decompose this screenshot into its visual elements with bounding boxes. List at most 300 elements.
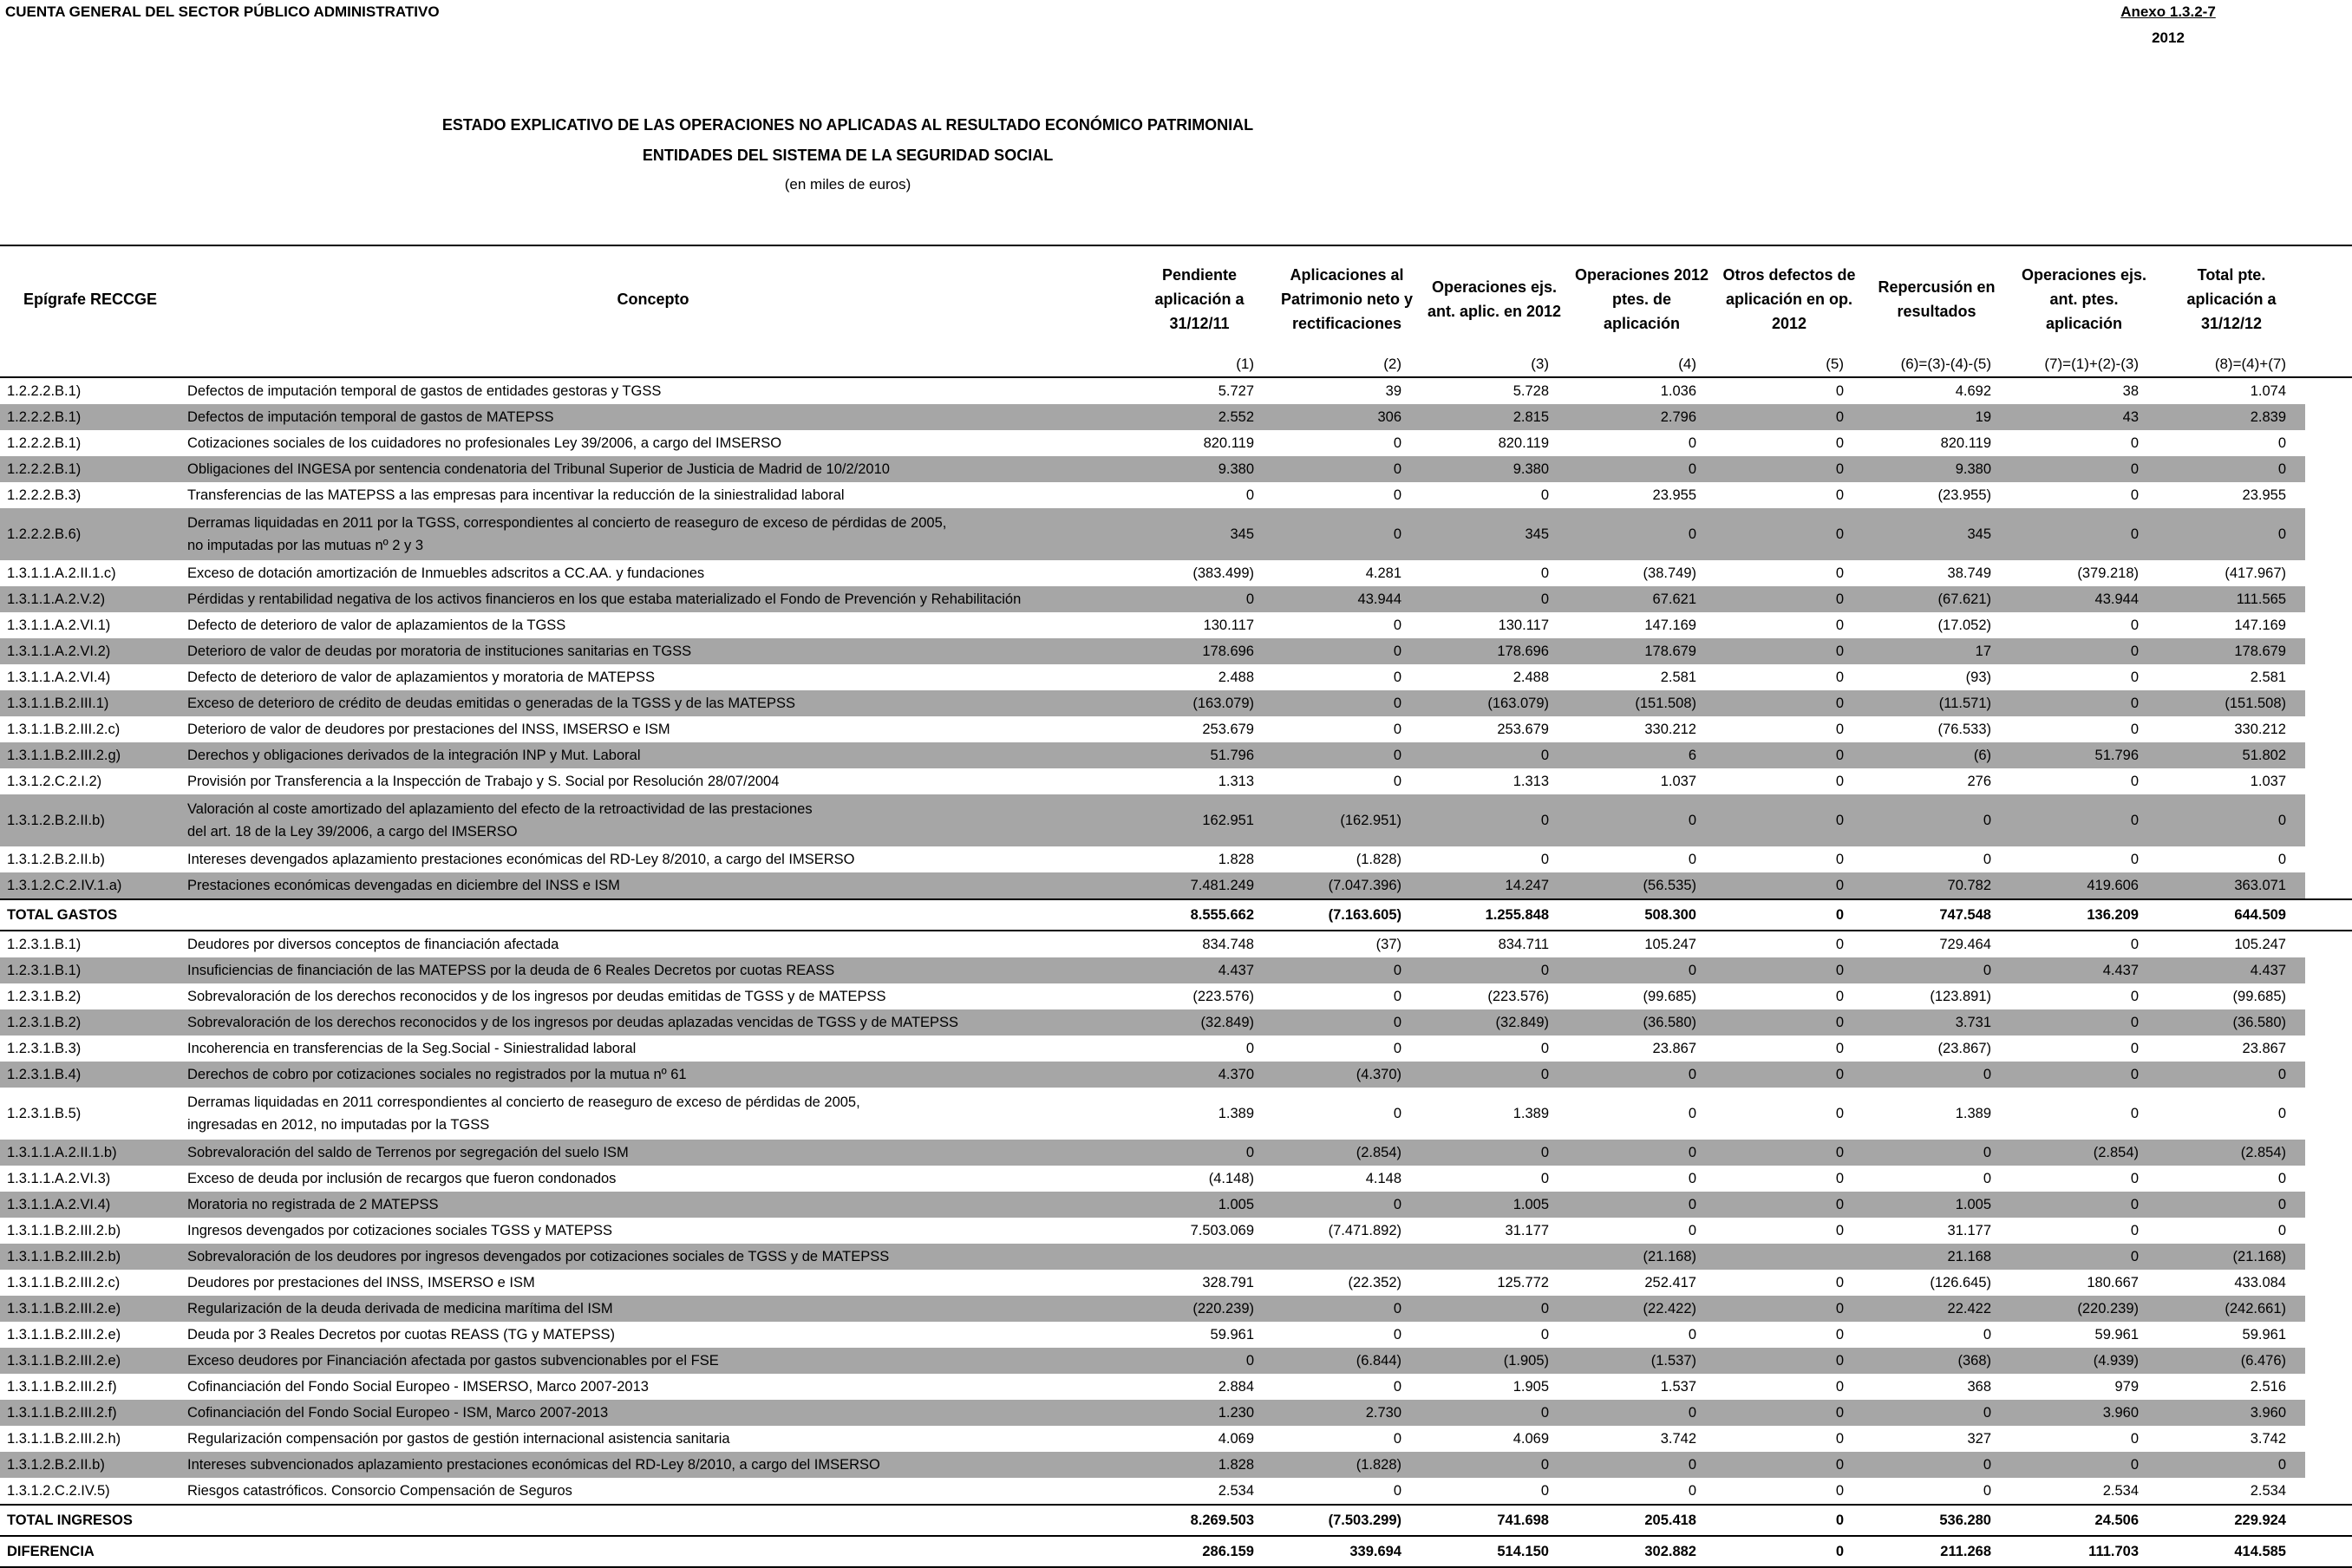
value-cell-4: 178.679 bbox=[1568, 638, 1715, 664]
value-cell-6: 70.782 bbox=[1863, 872, 2010, 899]
value-cell-3: 253.679 bbox=[1497, 721, 1549, 737]
concept-cell bbox=[180, 1374, 1126, 1400]
value-cell-8: (2.854) bbox=[2158, 1140, 2305, 1166]
epigrafe-cell: 1.3.1.1.B.2.III.2.h) bbox=[7, 1430, 121, 1447]
value-cell-2: 0 bbox=[1393, 669, 1401, 685]
col-number-3: (3) bbox=[1421, 352, 1568, 377]
concept-text-line2: no imputadas por las mutuas nº 2 y 3 bbox=[187, 538, 424, 553]
value-cell-6: 31.177 bbox=[1947, 1222, 1991, 1238]
concept-text: Deterioro de valor de deudas por moratoria de instituciones sanitarias en TGSS bbox=[187, 644, 692, 659]
value-cell-3: 31.177 bbox=[1505, 1222, 1549, 1238]
value-cell-5: 0 bbox=[1835, 1326, 1844, 1343]
col-number-1: (1) bbox=[1126, 352, 1273, 377]
value-cell-3: (32.849) bbox=[1421, 1009, 1568, 1036]
col-header-5: Otros defectos de aplicación en op. 2012 bbox=[1715, 245, 1863, 352]
concept-text: Riesgos catastróficos. Consorcio Compensación de Seguros bbox=[187, 1483, 572, 1499]
value-cell-4: 2.796 bbox=[1568, 404, 1715, 430]
concept-cell bbox=[180, 1244, 1126, 1270]
value-cell-6: 0 bbox=[1983, 1170, 1991, 1186]
value-cell-7: 0 bbox=[2010, 456, 2158, 482]
value-cell-1: 1.005 bbox=[1126, 1192, 1273, 1218]
concept-cell bbox=[180, 1088, 1126, 1140]
value-cell-6: 0 bbox=[1983, 1326, 1991, 1343]
col-number-8: (8)=(4)+(7) bbox=[2158, 352, 2305, 377]
value-cell-1: 51.796 bbox=[1126, 742, 1273, 768]
table-row bbox=[0, 1036, 2352, 1062]
concept-text: Derramas liquidadas en 2011 correspondientes al concierto de reaseguro de exceso de pérdidas de 2005, bbox=[187, 1094, 860, 1110]
value-cell-4: 105.247 bbox=[1644, 936, 1696, 952]
epigrafe-cell: 1.3.1.2.B.2.II.b) bbox=[0, 794, 180, 846]
value-cell-3: 0 bbox=[1421, 586, 1568, 612]
concept-text: Obligaciones del INGESA por sentencia condenatoria del Tribunal Superior de Justicia de Madrid de 10/2/2010 bbox=[187, 461, 890, 477]
col-header-4: Operaciones 2012 ptes. de aplicación bbox=[1568, 245, 1715, 352]
value-cell-3: 125.772 bbox=[1497, 1274, 1549, 1290]
value-cell-2: 0 bbox=[1273, 1296, 1421, 1322]
value-cell-8: 0 bbox=[2277, 851, 2286, 867]
concept-text: Cofinanciación del Fondo Social Europeo - IMSERSO, Marco 2007-2013 bbox=[187, 1379, 649, 1395]
value-cell-2: (22.352) bbox=[1348, 1274, 1401, 1290]
epigrafe-cell: 1.3.1.1.A.2.V.2) bbox=[0, 586, 180, 612]
value-cell-4: 3.742 bbox=[1660, 1430, 1696, 1447]
value-cell-5: 0 bbox=[1715, 456, 1863, 482]
value-cell-2: 0 bbox=[1393, 1482, 1401, 1499]
value-cell-5 bbox=[1715, 1244, 1863, 1270]
value-cell-2: 0 bbox=[1393, 1105, 1401, 1121]
value-cell-7: 43 bbox=[2010, 404, 2158, 430]
value-cell-2: 0 bbox=[1393, 1430, 1401, 1447]
col-number-2: (2) bbox=[1273, 352, 1421, 377]
epigrafe-cell: 1.2.3.1.B.5) bbox=[7, 1105, 82, 1121]
epigrafe-cell: 1.3.1.1.B.2.III.2.g) bbox=[0, 742, 180, 768]
value-cell-8: (6.476) bbox=[2158, 1348, 2305, 1374]
diferencia-row-label: DIFERENCIA bbox=[0, 1536, 180, 1567]
concept-text: Deuda por 3 Reales Decretos por cuotas REASS (TG y MATEPSS) bbox=[187, 1327, 616, 1343]
table-row bbox=[0, 1322, 2352, 1348]
value-cell-2: 0 bbox=[1273, 742, 1421, 768]
total-ingresos-row-value-5: 0 bbox=[1715, 1505, 1863, 1536]
value-cell-7: 0 bbox=[2130, 487, 2139, 503]
value-cell-8: 105.247 bbox=[2234, 936, 2286, 952]
value-cell-2: 0 bbox=[1393, 988, 1401, 1004]
value-cell-3: 5.728 bbox=[1512, 382, 1549, 399]
concept-cell bbox=[180, 560, 1126, 586]
value-cell-7: 0 bbox=[2010, 1244, 2158, 1270]
diferencia-row-value-5: 0 bbox=[1715, 1536, 1863, 1567]
table-row bbox=[0, 612, 2352, 638]
value-cell-6: 9.380 bbox=[1863, 456, 2010, 482]
table-row bbox=[0, 1009, 2352, 1036]
value-cell-8: 59.961 bbox=[2242, 1326, 2286, 1343]
value-cell-6: 22.422 bbox=[1863, 1296, 2010, 1322]
value-cell-7: 419.606 bbox=[2010, 872, 2158, 899]
value-cell-5: 0 bbox=[1715, 586, 1863, 612]
epigrafe-cell: 1.2.2.2.B.1) bbox=[0, 456, 180, 482]
concept-cell bbox=[180, 482, 1126, 508]
value-cell-3: 4.069 bbox=[1512, 1430, 1549, 1447]
value-cell-1: 253.679 bbox=[1202, 721, 1254, 737]
value-cell-8: (417.967) bbox=[2225, 565, 2286, 581]
total-gastos-row-value-1: 8.555.662 bbox=[1126, 899, 1273, 931]
value-cell-1: 130.117 bbox=[1203, 617, 1254, 633]
value-cell-5: 0 bbox=[1715, 957, 1863, 983]
concept-text: Defecto de deterioro de valor de aplazamientos de la TGSS bbox=[187, 617, 566, 633]
value-cell-4: 0 bbox=[1688, 1170, 1696, 1186]
total-gastos-row-value-6: 747.548 bbox=[1863, 899, 2010, 931]
value-cell-3: 834.711 bbox=[1498, 936, 1549, 952]
value-cell-8: 147.169 bbox=[2234, 617, 2286, 633]
value-cell-2: 306 bbox=[1273, 404, 1421, 430]
value-cell-1: (220.239) bbox=[1126, 1296, 1273, 1322]
value-cell-3: 1.905 bbox=[1512, 1378, 1549, 1395]
value-cell-3: (163.079) bbox=[1421, 690, 1568, 716]
value-cell-5: 0 bbox=[1835, 1378, 1844, 1395]
operations-table bbox=[0, 245, 2352, 1568]
value-cell-3: 1.005 bbox=[1421, 1192, 1568, 1218]
value-cell-3: 0 bbox=[1421, 1296, 1568, 1322]
value-cell-7: 0 bbox=[2010, 794, 2158, 846]
value-cell-2: 0 bbox=[1273, 1009, 1421, 1036]
concept-text: Intereses subvencionados aplazamiento prestaciones económicas del RD-Ley 8/2010, a cargo del IMSERSO bbox=[187, 1457, 880, 1473]
value-cell-7: (2.854) bbox=[2010, 1140, 2158, 1166]
value-cell-5: 0 bbox=[1715, 742, 1863, 768]
concept-cell bbox=[180, 716, 1126, 742]
value-cell-5: 0 bbox=[1835, 669, 1844, 685]
value-cell-2: 0 bbox=[1393, 1040, 1401, 1056]
value-cell-7: 0 bbox=[2130, 1430, 2139, 1447]
value-cell-3: 0 bbox=[1540, 1040, 1549, 1056]
concept-text: Exceso deudores por Financiación afectada por gastos subvencionables por el FSE bbox=[187, 1353, 719, 1369]
value-cell-4: 0 bbox=[1688, 1222, 1696, 1238]
value-cell-3: 0 bbox=[1540, 565, 1549, 581]
concept-text: Regularización de la deuda derivada de medicina marítima del ISM bbox=[187, 1301, 613, 1316]
concept-text: Valoración al coste amortizado del aplazamiento del efecto de la retroactividad de las prestaciones bbox=[187, 801, 813, 817]
diferencia-row bbox=[0, 1536, 2352, 1567]
value-cell-3: 0 bbox=[1540, 851, 1549, 867]
value-cell-6: 4.692 bbox=[1955, 382, 1991, 399]
concept-cell bbox=[180, 931, 1126, 957]
value-cell-7: 0 bbox=[2130, 936, 2139, 952]
value-cell-1: 5.727 bbox=[1218, 382, 1254, 399]
table-row bbox=[0, 690, 2352, 716]
value-cell-5: 0 bbox=[1715, 404, 1863, 430]
report-year: 2012 bbox=[2152, 29, 2185, 46]
value-cell-1: 0 bbox=[1126, 1348, 1273, 1374]
table-row bbox=[0, 1400, 2352, 1426]
col-number-7: (7)=(1)+(2)-(3) bbox=[2010, 352, 2158, 377]
value-cell-5: 0 bbox=[1835, 617, 1844, 633]
value-cell-1: (163.079) bbox=[1126, 690, 1273, 716]
value-cell-4: 6 bbox=[1568, 742, 1715, 768]
epigrafe-cell: 1.2.3.1.B.2) bbox=[7, 988, 82, 1004]
value-cell-1: 162.951 bbox=[1126, 794, 1273, 846]
table-row bbox=[0, 1478, 2352, 1505]
value-cell-5: 0 bbox=[1835, 487, 1844, 503]
epigrafe-cell: 1.3.1.1.B.2.III.2.e) bbox=[7, 1326, 121, 1343]
value-cell-8: 2.534 bbox=[2250, 1482, 2286, 1499]
value-cell-6: (17.052) bbox=[1937, 617, 1991, 633]
total-gastos-row-label: TOTAL GASTOS bbox=[0, 899, 180, 931]
value-cell-6: (6) bbox=[1863, 742, 2010, 768]
value-cell-8: 0 bbox=[2158, 1452, 2305, 1478]
value-cell-1: 1.230 bbox=[1126, 1400, 1273, 1426]
concept-cell bbox=[180, 1322, 1126, 1348]
value-cell-7: 0 bbox=[2130, 1105, 2139, 1121]
total-gastos-row-value-5: 0 bbox=[1715, 899, 1863, 931]
table-row bbox=[0, 1166, 2352, 1192]
value-cell-5: 0 bbox=[1715, 1140, 1863, 1166]
value-cell-5: 0 bbox=[1835, 565, 1844, 581]
value-cell-6: 0 bbox=[1983, 1482, 1991, 1499]
value-cell-1: 0 bbox=[1245, 1040, 1254, 1056]
table-row bbox=[0, 377, 2352, 404]
value-cell-4: 147.169 bbox=[1644, 617, 1696, 633]
value-cell-2: 2.730 bbox=[1273, 1400, 1421, 1426]
epigrafe-cell: 1.2.2.2.B.6) bbox=[0, 508, 180, 560]
value-cell-6: (123.891) bbox=[1930, 988, 1991, 1004]
epigrafe-cell: 1.3.1.1.B.2.III.1) bbox=[0, 690, 180, 716]
value-cell-7: 51.796 bbox=[2010, 742, 2158, 768]
value-cell-3: (1.905) bbox=[1421, 1348, 1568, 1374]
table-row bbox=[0, 1244, 2352, 1270]
epigrafe-cell: 1.3.1.2.C.2.IV.5) bbox=[7, 1482, 110, 1499]
table-row bbox=[0, 742, 2352, 768]
epigrafe-cell: 1.3.1.1.B.2.III.2.f) bbox=[0, 1400, 180, 1426]
column-number-row bbox=[0, 352, 2352, 377]
value-cell-8: (21.168) bbox=[2158, 1244, 2305, 1270]
value-cell-2: 43.944 bbox=[1273, 586, 1421, 612]
epigrafe-cell: 1.2.3.1.B.2) bbox=[0, 1009, 180, 1036]
table-row bbox=[0, 1140, 2352, 1166]
epigrafe-cell: 1.2.3.1.B.1) bbox=[7, 936, 82, 952]
epigrafe-cell: 1.3.1.1.B.2.III.2.f) bbox=[7, 1378, 117, 1395]
concept-cell bbox=[180, 1452, 1126, 1478]
value-cell-4: 23.867 bbox=[1652, 1040, 1696, 1056]
value-cell-8: (36.580) bbox=[2158, 1009, 2305, 1036]
total-ingresos-row bbox=[0, 1505, 2352, 1536]
epigrafe-cell: 1.3.1.1.B.2.III.2.e) bbox=[0, 1348, 180, 1374]
concept-cell bbox=[180, 612, 1126, 638]
value-cell-3: 130.117 bbox=[1498, 617, 1549, 633]
table-row bbox=[0, 664, 2352, 690]
value-cell-4: 0 bbox=[1688, 1326, 1696, 1343]
epigrafe-cell: 1.2.2.2.B.1) bbox=[0, 404, 180, 430]
value-cell-2 bbox=[1273, 1244, 1421, 1270]
diferencia-row-value-4: 302.882 bbox=[1568, 1536, 1715, 1567]
concept-cell bbox=[180, 742, 1126, 768]
concept-cell bbox=[180, 1009, 1126, 1036]
value-cell-5: 0 bbox=[1835, 1040, 1844, 1056]
value-cell-5: 0 bbox=[1835, 936, 1844, 952]
value-cell-1: 59.961 bbox=[1210, 1326, 1254, 1343]
value-cell-6: 0 bbox=[1863, 794, 2010, 846]
value-cell-7: 0 bbox=[2130, 617, 2139, 633]
value-cell-2: 4.281 bbox=[1365, 565, 1401, 581]
value-cell-2: (162.951) bbox=[1273, 794, 1421, 846]
value-cell-7: 2.534 bbox=[2102, 1482, 2139, 1499]
value-cell-8: (151.508) bbox=[2158, 690, 2305, 716]
concept-cell bbox=[180, 794, 1126, 846]
value-cell-3: 820.119 bbox=[1498, 434, 1549, 451]
value-cell-7: 0 bbox=[2010, 1452, 2158, 1478]
epigrafe-cell: 1.3.1.1.A.2.VI.3) bbox=[7, 1170, 111, 1186]
total-gastos-row-value-8: 644.509 bbox=[2158, 899, 2305, 931]
value-cell-6: (11.571) bbox=[1863, 690, 2010, 716]
annex-label: Anexo 1.3.2-7 bbox=[2120, 3, 2216, 20]
value-cell-4: 23.955 bbox=[1652, 487, 1696, 503]
concept-cell bbox=[180, 1270, 1126, 1296]
diferencia-row-value-8: 414.585 bbox=[2158, 1536, 2305, 1567]
value-cell-7: 979 bbox=[2114, 1378, 2139, 1395]
epigrafe-cell: 1.3.1.1.B.2.III.2.e) bbox=[0, 1296, 180, 1322]
value-cell-5: 0 bbox=[1835, 721, 1844, 737]
value-cell-2: 4.148 bbox=[1365, 1170, 1401, 1186]
table-row bbox=[0, 846, 2352, 872]
value-cell-5: 0 bbox=[1715, 1062, 1863, 1088]
concept-cell bbox=[180, 846, 1126, 872]
value-cell-6: 1.005 bbox=[1863, 1192, 2010, 1218]
value-cell-5: 0 bbox=[1715, 1192, 1863, 1218]
value-cell-5: 0 bbox=[1835, 1482, 1844, 1499]
total-ingresos-row-value-6: 536.280 bbox=[1863, 1505, 2010, 1536]
value-cell-4: (38.749) bbox=[1643, 565, 1696, 581]
epigrafe-cell: 1.3.1.1.A.2.VI.1) bbox=[7, 617, 111, 633]
value-cell-8: 0 bbox=[2277, 1170, 2286, 1186]
concept-text: Exceso de dotación amortización de Inmuebles adscritos a CC.AA. y fundaciones bbox=[187, 565, 705, 581]
table-row bbox=[0, 983, 2352, 1009]
table-row bbox=[0, 1218, 2352, 1244]
value-cell-5: 0 bbox=[1715, 690, 1863, 716]
value-cell-4: 0 bbox=[1568, 1062, 1715, 1088]
concept-text: Cofinanciación del Fondo Social Europeo - ISM, Marco 2007-2013 bbox=[187, 1405, 609, 1421]
title-block bbox=[0, 109, 1695, 199]
concept-text: Sobrevaloración de los derechos reconocidos y de los ingresos por deudas aplazadas vencidas de TGSS y de MATEPSS bbox=[187, 1015, 959, 1030]
table-row bbox=[0, 560, 2352, 586]
value-cell-6: 17 bbox=[1863, 638, 2010, 664]
value-cell-8: 2.516 bbox=[2250, 1378, 2286, 1395]
concept-text: Ingresos devengados por cotizaciones sociales TGSS y MATEPSS bbox=[187, 1223, 613, 1238]
value-cell-1: 7.503.069 bbox=[1190, 1222, 1254, 1238]
value-cell-7: 0 bbox=[2130, 773, 2139, 789]
concept-text: Defecto de deterioro de valor de aplazamientos y moratoria de MATEPSS bbox=[187, 670, 655, 685]
concept-cell bbox=[180, 404, 1126, 430]
value-cell-7: 3.960 bbox=[2010, 1400, 2158, 1426]
value-cell-7: 0 bbox=[2130, 721, 2139, 737]
value-cell-5: 0 bbox=[1835, 1222, 1844, 1238]
table-row bbox=[0, 430, 2352, 456]
concept-cell bbox=[180, 768, 1126, 794]
table-row bbox=[0, 456, 2352, 482]
value-cell-1: (383.499) bbox=[1192, 565, 1254, 581]
concept-cell bbox=[180, 1140, 1126, 1166]
table-body bbox=[0, 377, 2352, 1567]
concept-cell bbox=[180, 957, 1126, 983]
table-row bbox=[0, 482, 2352, 508]
concept-text: Derechos y obligaciones derivados de la integración INP y Mut. Laboral bbox=[187, 748, 641, 763]
table-row bbox=[0, 508, 2352, 560]
value-cell-4: 0 bbox=[1568, 1400, 1715, 1426]
value-cell-1: 2.884 bbox=[1218, 1378, 1254, 1395]
value-cell-2: (37) bbox=[1375, 936, 1401, 952]
value-cell-2: (4.370) bbox=[1273, 1062, 1421, 1088]
value-cell-8: (242.661) bbox=[2158, 1296, 2305, 1322]
concept-cell bbox=[180, 1036, 1126, 1062]
value-cell-7: 0 bbox=[2010, 1009, 2158, 1036]
value-cell-4: 1.537 bbox=[1660, 1378, 1696, 1395]
units-note: (en miles de euros) bbox=[784, 176, 911, 193]
value-cell-1: (32.849) bbox=[1126, 1009, 1273, 1036]
value-cell-2: 0 bbox=[1393, 434, 1401, 451]
value-cell-6: (368) bbox=[1863, 1348, 2010, 1374]
value-cell-5: 0 bbox=[1715, 1452, 1863, 1478]
value-cell-6: (67.621) bbox=[1863, 586, 2010, 612]
value-cell-6: 327 bbox=[1967, 1430, 1991, 1447]
concept-text: Exceso de deuda por inclusión de recargos que fueron condonados bbox=[187, 1171, 617, 1186]
concept-text: Pérdidas y rentabilidad negativa de los activos financieros en los que estaba materializado el Fondo de Prevención y Rehabilitación bbox=[187, 591, 1022, 607]
total-ingresos-row-value-8: 229.924 bbox=[2158, 1505, 2305, 1536]
diferencia-row-value-3: 514.150 bbox=[1421, 1536, 1568, 1567]
total-ingresos-row-value-7: 24.506 bbox=[2010, 1505, 2158, 1536]
value-cell-5: 0 bbox=[1835, 988, 1844, 1004]
value-cell-6: (93) bbox=[1965, 669, 1991, 685]
value-cell-7: 180.667 bbox=[2087, 1274, 2139, 1290]
value-cell-1: 4.069 bbox=[1218, 1430, 1254, 1447]
value-cell-7: 0 bbox=[2130, 1170, 2139, 1186]
diferencia-row-value-7: 111.703 bbox=[2010, 1536, 2158, 1567]
value-cell-6: 1.389 bbox=[1955, 1105, 1991, 1121]
col-header-spacer bbox=[2305, 245, 2352, 352]
concept-text: Insuficiencias de financiación de las MATEPSS por la deuda de 6 Reales Decretos por cuotas REASS bbox=[187, 963, 835, 978]
value-cell-3: 345 bbox=[1421, 508, 1568, 560]
value-cell-7: (379.218) bbox=[2077, 565, 2139, 581]
value-cell-7: 0 bbox=[2130, 988, 2139, 1004]
col-number-6: (6)=(3)-(4)-(5) bbox=[1863, 352, 2010, 377]
value-cell-4: (1.537) bbox=[1568, 1348, 1715, 1374]
concept-text: Cotizaciones sociales de los cuidadores no profesionales Ley 39/2006, a cargo del IMSERSO bbox=[187, 435, 782, 451]
value-cell-7: 0 bbox=[2010, 1062, 2158, 1088]
value-cell-1: 1.389 bbox=[1218, 1105, 1254, 1121]
value-cell-8: 2.581 bbox=[2250, 669, 2286, 685]
value-cell-4: (36.580) bbox=[1568, 1009, 1715, 1036]
value-cell-2: 0 bbox=[1273, 1192, 1421, 1218]
value-cell-1: 1.313 bbox=[1218, 773, 1254, 789]
value-cell-7: 0 bbox=[2130, 669, 2139, 685]
value-cell-6: 0 bbox=[1863, 1062, 2010, 1088]
value-cell-6: 0 bbox=[1863, 1140, 2010, 1166]
value-cell-1: 2.552 bbox=[1126, 404, 1273, 430]
value-cell-2: 0 bbox=[1393, 487, 1401, 503]
annex-block bbox=[2116, 3, 2220, 47]
epigrafe-cell: 1.3.1.1.A.2.VI.4) bbox=[0, 1192, 180, 1218]
value-cell-4: 0 bbox=[1568, 794, 1715, 846]
table-row bbox=[0, 1296, 2352, 1322]
value-cell-1 bbox=[1126, 1244, 1273, 1270]
concept-cell bbox=[180, 1166, 1126, 1192]
value-cell-8: 0 bbox=[2158, 1192, 2305, 1218]
total-gastos-row-value-3: 1.255.848 bbox=[1421, 899, 1568, 931]
value-cell-3: 9.380 bbox=[1421, 456, 1568, 482]
value-cell-4: (99.685) bbox=[1643, 988, 1696, 1004]
value-cell-5: 0 bbox=[1715, 638, 1863, 664]
total-ingresos-row-label: TOTAL INGRESOS bbox=[0, 1505, 180, 1536]
value-cell-5: 0 bbox=[1715, 872, 1863, 899]
value-cell-1: 9.380 bbox=[1126, 456, 1273, 482]
table-row bbox=[0, 586, 2352, 612]
concept-text: Moratoria no registrada de 2 MATEPSS bbox=[187, 1197, 439, 1212]
concept-cell bbox=[180, 1478, 1126, 1505]
concept-text: Sobrevaloración del saldo de Terrenos por segregación del suelo ISM bbox=[187, 1145, 629, 1160]
table-row bbox=[0, 794, 2352, 846]
epigrafe-cell: 1.2.3.1.B.1) bbox=[0, 957, 180, 983]
